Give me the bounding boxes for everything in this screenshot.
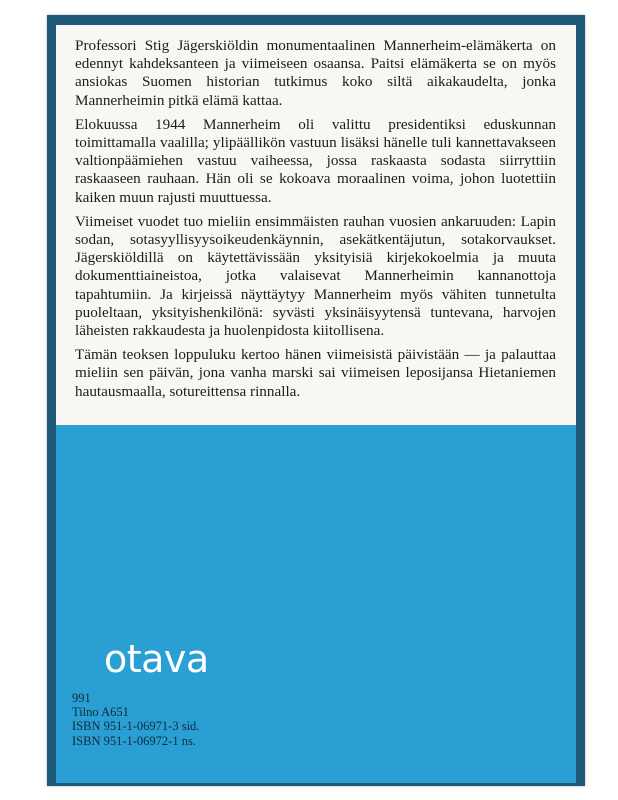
blurb-paragraph-2: Elokuussa 1944 Mannerheim oli valittu presidentiksi eduskunnan toimittamalla vaalilla; ylipäällikön vastuun lisäksi hänelle tuli kannettavakseen valtionpäämiehen vastuu vaiheessa, jossa raskaasta sodasta siirryttiin raskaaseen rauhaan. Hän oli se kokoava moraalinen voima, johon luotettiin kaiken muun rajusti muuttuessa. [75,115,556,206]
isbn-paperback: ISBN 951-1-06972-1 ns. [72,733,196,748]
isbn-bound: ISBN 951-1-06971-3 sid. [72,719,200,734]
back-cover-blurb [75,37,556,407]
blurb-paragraph-3: Viimeiset vuodet tuo mieliin ensimmäisten rauhan vuosien ankaruuden: Lapin sodan, sotasyyllisyysoikeudenkäynnin, asekätkentäjutun, sotakorvaukset. Jägerskiöldillä on käytettävissään yksityisiä kirjekokoelmia ja muuta dokumenttiaineistoa, jotka valaisevat Mannerheimin kannanottoja tapahtumiin. Ja kirjeissä näyttäytyy Mannerheim myös vähiten tunnetulta puoleltaan, yksityishenkilönä: syvästi yksinäisyytensä tuntevana, harvojen läheisten rakkaudesta ja huolenpidosta kiitollisena. [75,212,556,340]
code-tilno: Tilno A651 [72,705,129,720]
code-number: 991 [72,691,91,705]
blurb-paragraph-4: Tämän teoksen loppuluku kertoo hänen viimeisistä päivistään — ja palauttaa mieliin sen päivän, jona vanha marski sai viimeisen leposijansa Hietaniemen hautausmaalla, sotureittensa rinnalla. [75,346,556,400]
otava-logo: otava [104,637,209,681]
blurb-paragraph-1: Professori Stig Jägerskiöldin monumentaalinen Mannerheim-elämäkerta on edennyt kahdeksanteen ja viimeiseen osaansa. Paitsi elämäkerta se on myös ansiokas Suomen historian tutkimus koko siltä aikakaudelta, jonka Mannerheimin pitkä elämä kattaa. [75,37,556,109]
catalog-codes [72,691,199,748]
